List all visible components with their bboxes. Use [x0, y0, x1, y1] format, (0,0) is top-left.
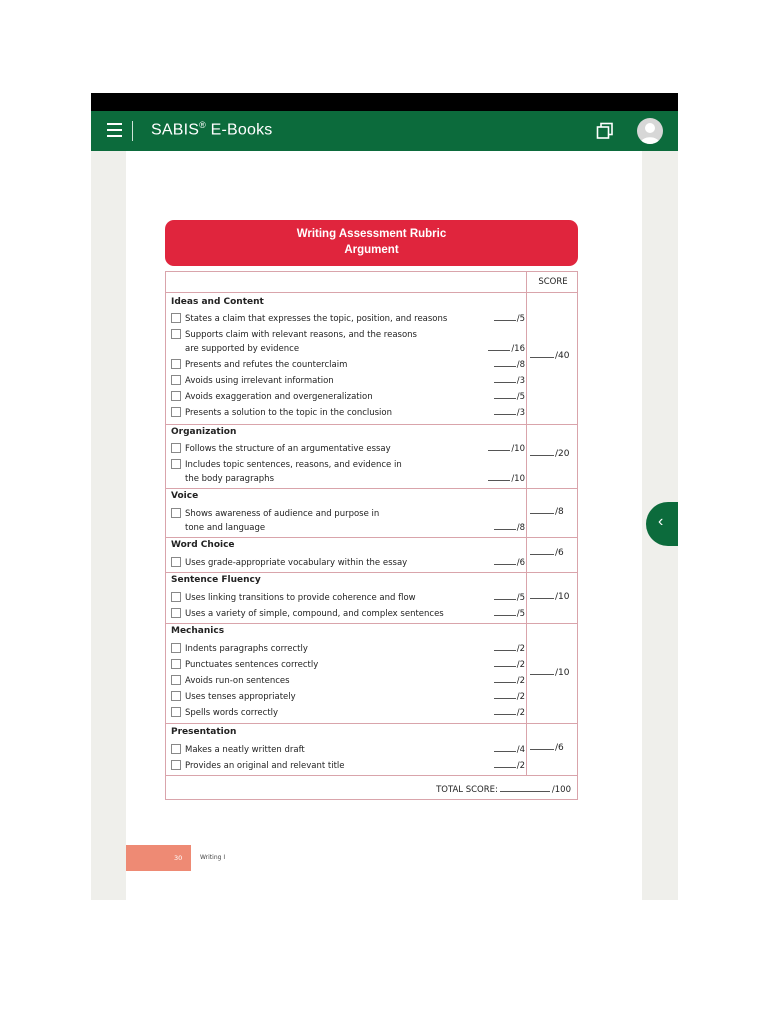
criterion-checkbox[interactable] [171, 375, 181, 385]
section-score: /10 [530, 592, 576, 602]
criterion-checkbox[interactable] [171, 557, 181, 567]
criterion-text: Uses linking transitions to provide coherence and flow [185, 593, 416, 603]
criterion-text: States a claim that expresses the topic, position, and reasons [185, 314, 448, 324]
criterion-text: Avoids exaggeration and overgeneralization [185, 392, 373, 402]
criterion-points: /4 [516, 745, 525, 755]
criterion-text-cont: the body paragraphs [185, 474, 274, 484]
user-avatar[interactable] [637, 118, 663, 144]
criterion-checkbox[interactable] [171, 675, 181, 685]
criterion-points: /2 [516, 692, 525, 702]
total-score [436, 785, 571, 795]
criterion-text: Uses grade-appropriate vocabulary within the essay [185, 558, 408, 568]
rubric-subtitle: Argument [344, 244, 399, 256]
total-score-max: /100 [551, 785, 571, 795]
status-bar [91, 93, 678, 111]
row-divider [166, 723, 577, 724]
criterion-checkbox[interactable] [171, 608, 181, 618]
section-title: Ideas and Content [171, 297, 264, 307]
section-title: Presentation [171, 727, 237, 737]
section-score: /6 [530, 548, 576, 558]
criterion-text-cont: tone and language [185, 523, 266, 533]
criterion-points: /3 [516, 376, 525, 386]
section-score: /20 [530, 449, 576, 459]
section-score: /6 [530, 743, 576, 753]
criterion-text: Spells words correctly [185, 708, 279, 718]
criterion-points: /8 [516, 523, 525, 533]
criterion-points: /8 [516, 360, 525, 370]
criterion-points: /5 [516, 609, 525, 619]
criterion-checkbox[interactable] [171, 744, 181, 754]
criterion-text: Supports claim with relevant reasons, and the reasons [185, 330, 417, 340]
rubric-title: Writing Assessment Rubric [296, 228, 447, 240]
criterion-checkbox[interactable] [171, 443, 181, 453]
criterion-text: Follows the structure of an argumentative essay [185, 444, 391, 454]
criterion-text: Avoids run-on sentences [185, 676, 290, 686]
criterion-checkbox[interactable] [171, 359, 181, 369]
row-divider [166, 488, 577, 489]
section-title: Mechanics [171, 626, 225, 636]
total-score-label: TOTAL SCORE: [436, 785, 498, 795]
criterion-text: Indents paragraphs correctly [185, 644, 308, 654]
row-divider [166, 424, 577, 425]
criterion-text: Includes topic sentences, reasons, and evidence in [185, 460, 402, 470]
rubric-table [165, 271, 578, 800]
score-column-divider [526, 272, 527, 775]
criterion-checkbox[interactable] [171, 407, 181, 417]
footer-book-title: Writing I [200, 854, 226, 861]
criterion-checkbox[interactable] [171, 592, 181, 602]
criterion-text: Provides an original and relevant title [185, 761, 345, 771]
criterion-points: /5 [516, 314, 525, 324]
row-divider [166, 292, 577, 293]
criterion-checkbox[interactable] [171, 391, 181, 401]
criterion-text: Presents and refutes the counterclaim [185, 360, 348, 370]
criterion-points: /2 [516, 761, 525, 771]
criterion-checkbox[interactable] [171, 707, 181, 717]
criterion-checkbox[interactable] [171, 691, 181, 701]
criterion-checkbox[interactable] [171, 459, 181, 469]
app-title [151, 120, 273, 139]
section-title: Sentence Fluency [171, 575, 261, 585]
criterion-text: Shows awareness of audience and purpose in [185, 509, 380, 519]
criterion-points: /6 [516, 558, 525, 568]
section-score: /8 [530, 507, 576, 517]
criterion-checkbox[interactable] [171, 508, 181, 518]
app-title-suffix: E-Books [205, 121, 273, 139]
criterion-text: Avoids using irrelevant information [185, 376, 334, 386]
criterion-text: Uses tenses appropriately [185, 692, 296, 702]
criterion-checkbox[interactable] [171, 760, 181, 770]
criterion-points: /2 [516, 676, 525, 686]
criterion-points: /10 [511, 474, 525, 484]
criterion-points: /3 [516, 408, 525, 418]
registered-mark: ® [199, 120, 206, 130]
copy-icon[interactable] [596, 122, 614, 140]
app-bar [91, 111, 678, 151]
criterion-checkbox[interactable] [171, 329, 181, 339]
chevron-left-icon: ‹ [658, 513, 664, 530]
menu-icon[interactable] [107, 123, 122, 137]
rubric-title-banner [165, 220, 578, 266]
criterion-text: Presents a solution to the topic in the conclusion [185, 408, 393, 418]
criterion-text: Punctuates sentences correctly [185, 660, 319, 670]
criterion-points: /2 [516, 708, 525, 718]
section-title: Word Choice [171, 540, 235, 550]
criterion-points: /2 [516, 644, 525, 654]
section-title: Voice [171, 491, 199, 501]
row-divider [166, 537, 577, 538]
section-score: /40 [530, 351, 576, 361]
criterion-points: /10 [511, 444, 525, 454]
criterion-points: /5 [516, 593, 525, 603]
row-divider [166, 572, 577, 573]
page-number-tab [126, 845, 191, 871]
criterion-checkbox[interactable] [171, 643, 181, 653]
app-bar-divider [132, 121, 133, 141]
page-number: 30 [174, 854, 183, 862]
row-divider [166, 623, 577, 624]
app-brand: SABIS [151, 121, 200, 139]
score-column-header: SCORE [538, 277, 568, 287]
criterion-checkbox[interactable] [171, 659, 181, 669]
section-title: Organization [171, 427, 237, 437]
criterion-points: /16 [511, 344, 525, 354]
section-score: /10 [530, 668, 576, 678]
criterion-points: /5 [516, 392, 525, 402]
criterion-points: /2 [516, 660, 525, 670]
row-divider [166, 775, 577, 776]
criterion-checkbox[interactable] [171, 313, 181, 323]
criterion-text: Uses a variety of simple, compound, and complex sentences [185, 609, 444, 619]
criterion-text: Makes a neatly written draft [185, 745, 305, 755]
criterion-text-cont: are supported by evidence [185, 344, 300, 354]
